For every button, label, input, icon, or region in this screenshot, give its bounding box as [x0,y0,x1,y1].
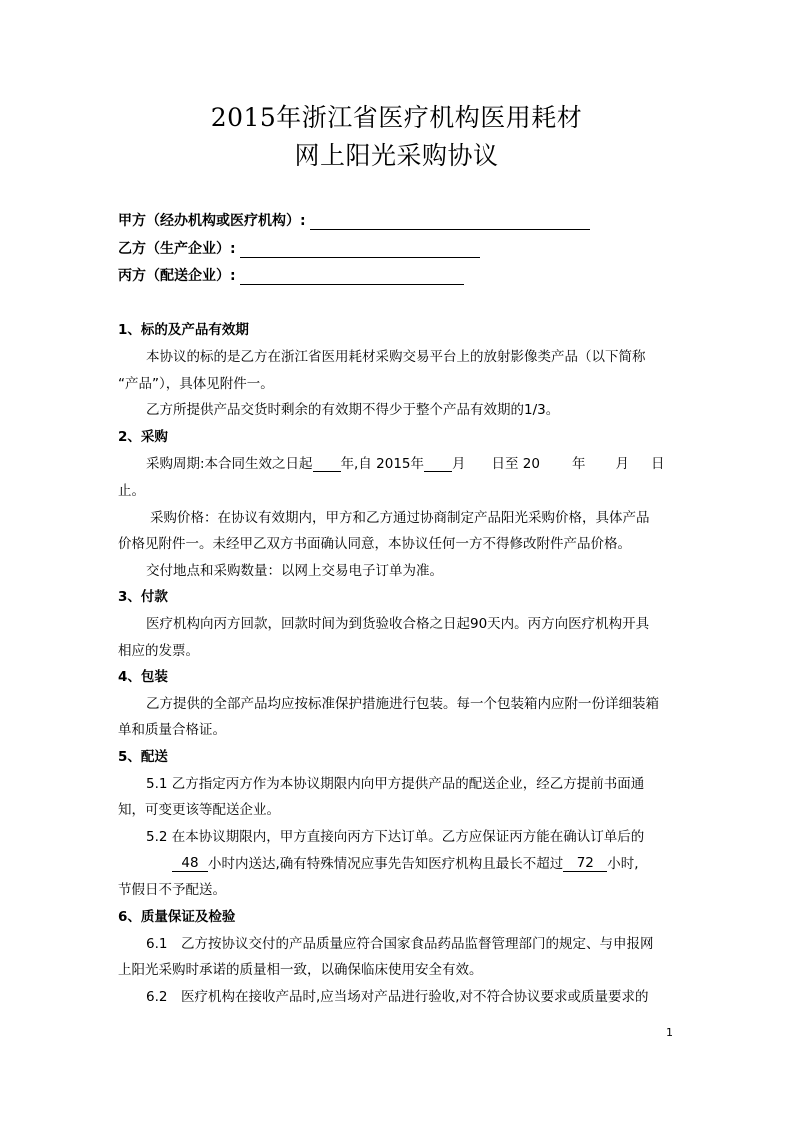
party-c-blank [240,269,464,285]
period-text: 年 [572,456,586,472]
section-5-clause-1b: 知，可变更该等配送企业。 [118,802,280,818]
section-5-clause-2a: 5.2 在本协议期限内，甲方直接向丙方下达订单。乙方应保证丙方能在确认订单后的 [146,829,645,845]
period-text: 日 [651,456,665,472]
section-3-heading: 3、付款 [118,589,168,605]
period-years-blank [313,455,341,472]
document-title-line-1: 2015年浙江省医疗机构医用耗材 [210,103,583,132]
party-a-row [118,210,590,230]
section-2-price-line-a: 采购价格：在协议有效期内，甲方和乙方通过协商制定产品阳光采购价格，具体产品 [150,510,650,526]
period-text: 月 [452,456,466,472]
section-1-paragraph-2: 乙方所提供产品交货时剩余的有效期不得少于整个产品有效期的1/3。 [146,402,560,418]
section-2-heading: 2、采购 [118,429,168,445]
section-4-paragraph-a: 乙方提供的全部产品均应按标准保护措施进行包装。每一个包装箱内应附一份详细装箱 [146,696,659,712]
party-b-blank [240,242,480,258]
party-a-blank [310,214,590,230]
page-number: 1 [666,1026,673,1039]
section-1-paragraph-1b: “产品”），具体见附件一。 [118,376,274,392]
section-5-clause-2b [172,852,639,872]
party-b-row [118,238,480,258]
section-5-clause-2c: 节假日不予配送。 [118,882,226,898]
section-2-period-line [146,452,665,472]
party-a-label: 甲方（经办机构或医疗机构）: [118,213,306,229]
party-c-label: 丙方（配送企业）: [118,268,236,284]
section-2-price-line-b: 价格见附件一。未经甲乙双方书面确认同意，本协议任何一方不得修改附件产品价格。 [118,536,631,552]
section-5-heading: 5、配送 [118,749,168,765]
period-text: 日至 20 [491,456,540,472]
document-title-line-2: 网上阳光采购协议 [294,141,499,170]
section-6-clause-1a: 6.1 乙方按协议交付的产品质量应符合国家食品药品监督管理部门的规定、与申报网 [146,936,654,952]
section-1-paragraph-1a: 本协议的标的是乙方在浙江省医用耗材采购交易平台上的放射影像类产品（以下简称 [146,349,646,365]
max-hours-value: 72 [563,855,607,872]
section-4-heading: 4、包装 [118,669,168,685]
start-month-blank [424,455,452,472]
section-5-clause-1a: 5.1 乙方指定丙方作为本协议期限内向甲方提供产品的配送企业，经乙方提前书面通 [146,776,645,792]
section-3-paragraph-b: 相应的发票。 [118,643,199,659]
party-c-row [118,265,464,285]
section-2-delivery-line: 交付地点和采购数量：以网上交易电子订单为准。 [146,563,443,579]
party-b-label: 乙方（生产企业）: [118,241,236,257]
delivery-text: 小时, [607,856,639,872]
section-3-paragraph-a: 医疗机构向丙方回款，回款时间为到货验收合格之日起90天内。丙方向医疗机构开具 [146,616,650,632]
section-6-clause-2a: 6.2 医疗机构在接收产品时,应当场对产品进行验收,对不符合协议要求或质量要求的 [146,989,649,1005]
section-6-clause-1b: 上阳光采购时承诺的质量相一致，以确保临床使用安全有效。 [118,962,483,978]
section-4-paragraph-b: 单和质量合格证。 [118,722,226,738]
section-2-period-end: 止。 [118,483,145,499]
period-text: 月 [615,456,629,472]
section-6-heading: 6、质量保证及检验 [118,909,236,925]
period-text: 采购周期:本合同生效之日起 [146,456,313,472]
section-1-heading: 1、标的及产品有效期 [118,322,249,338]
delivery-text: 小时内送达,确有特殊情况应事先告知医疗机构且最长不超过 [208,856,564,872]
period-text: 年,自 2015年 [340,456,425,472]
delivery-hours-value: 48 [172,855,208,872]
